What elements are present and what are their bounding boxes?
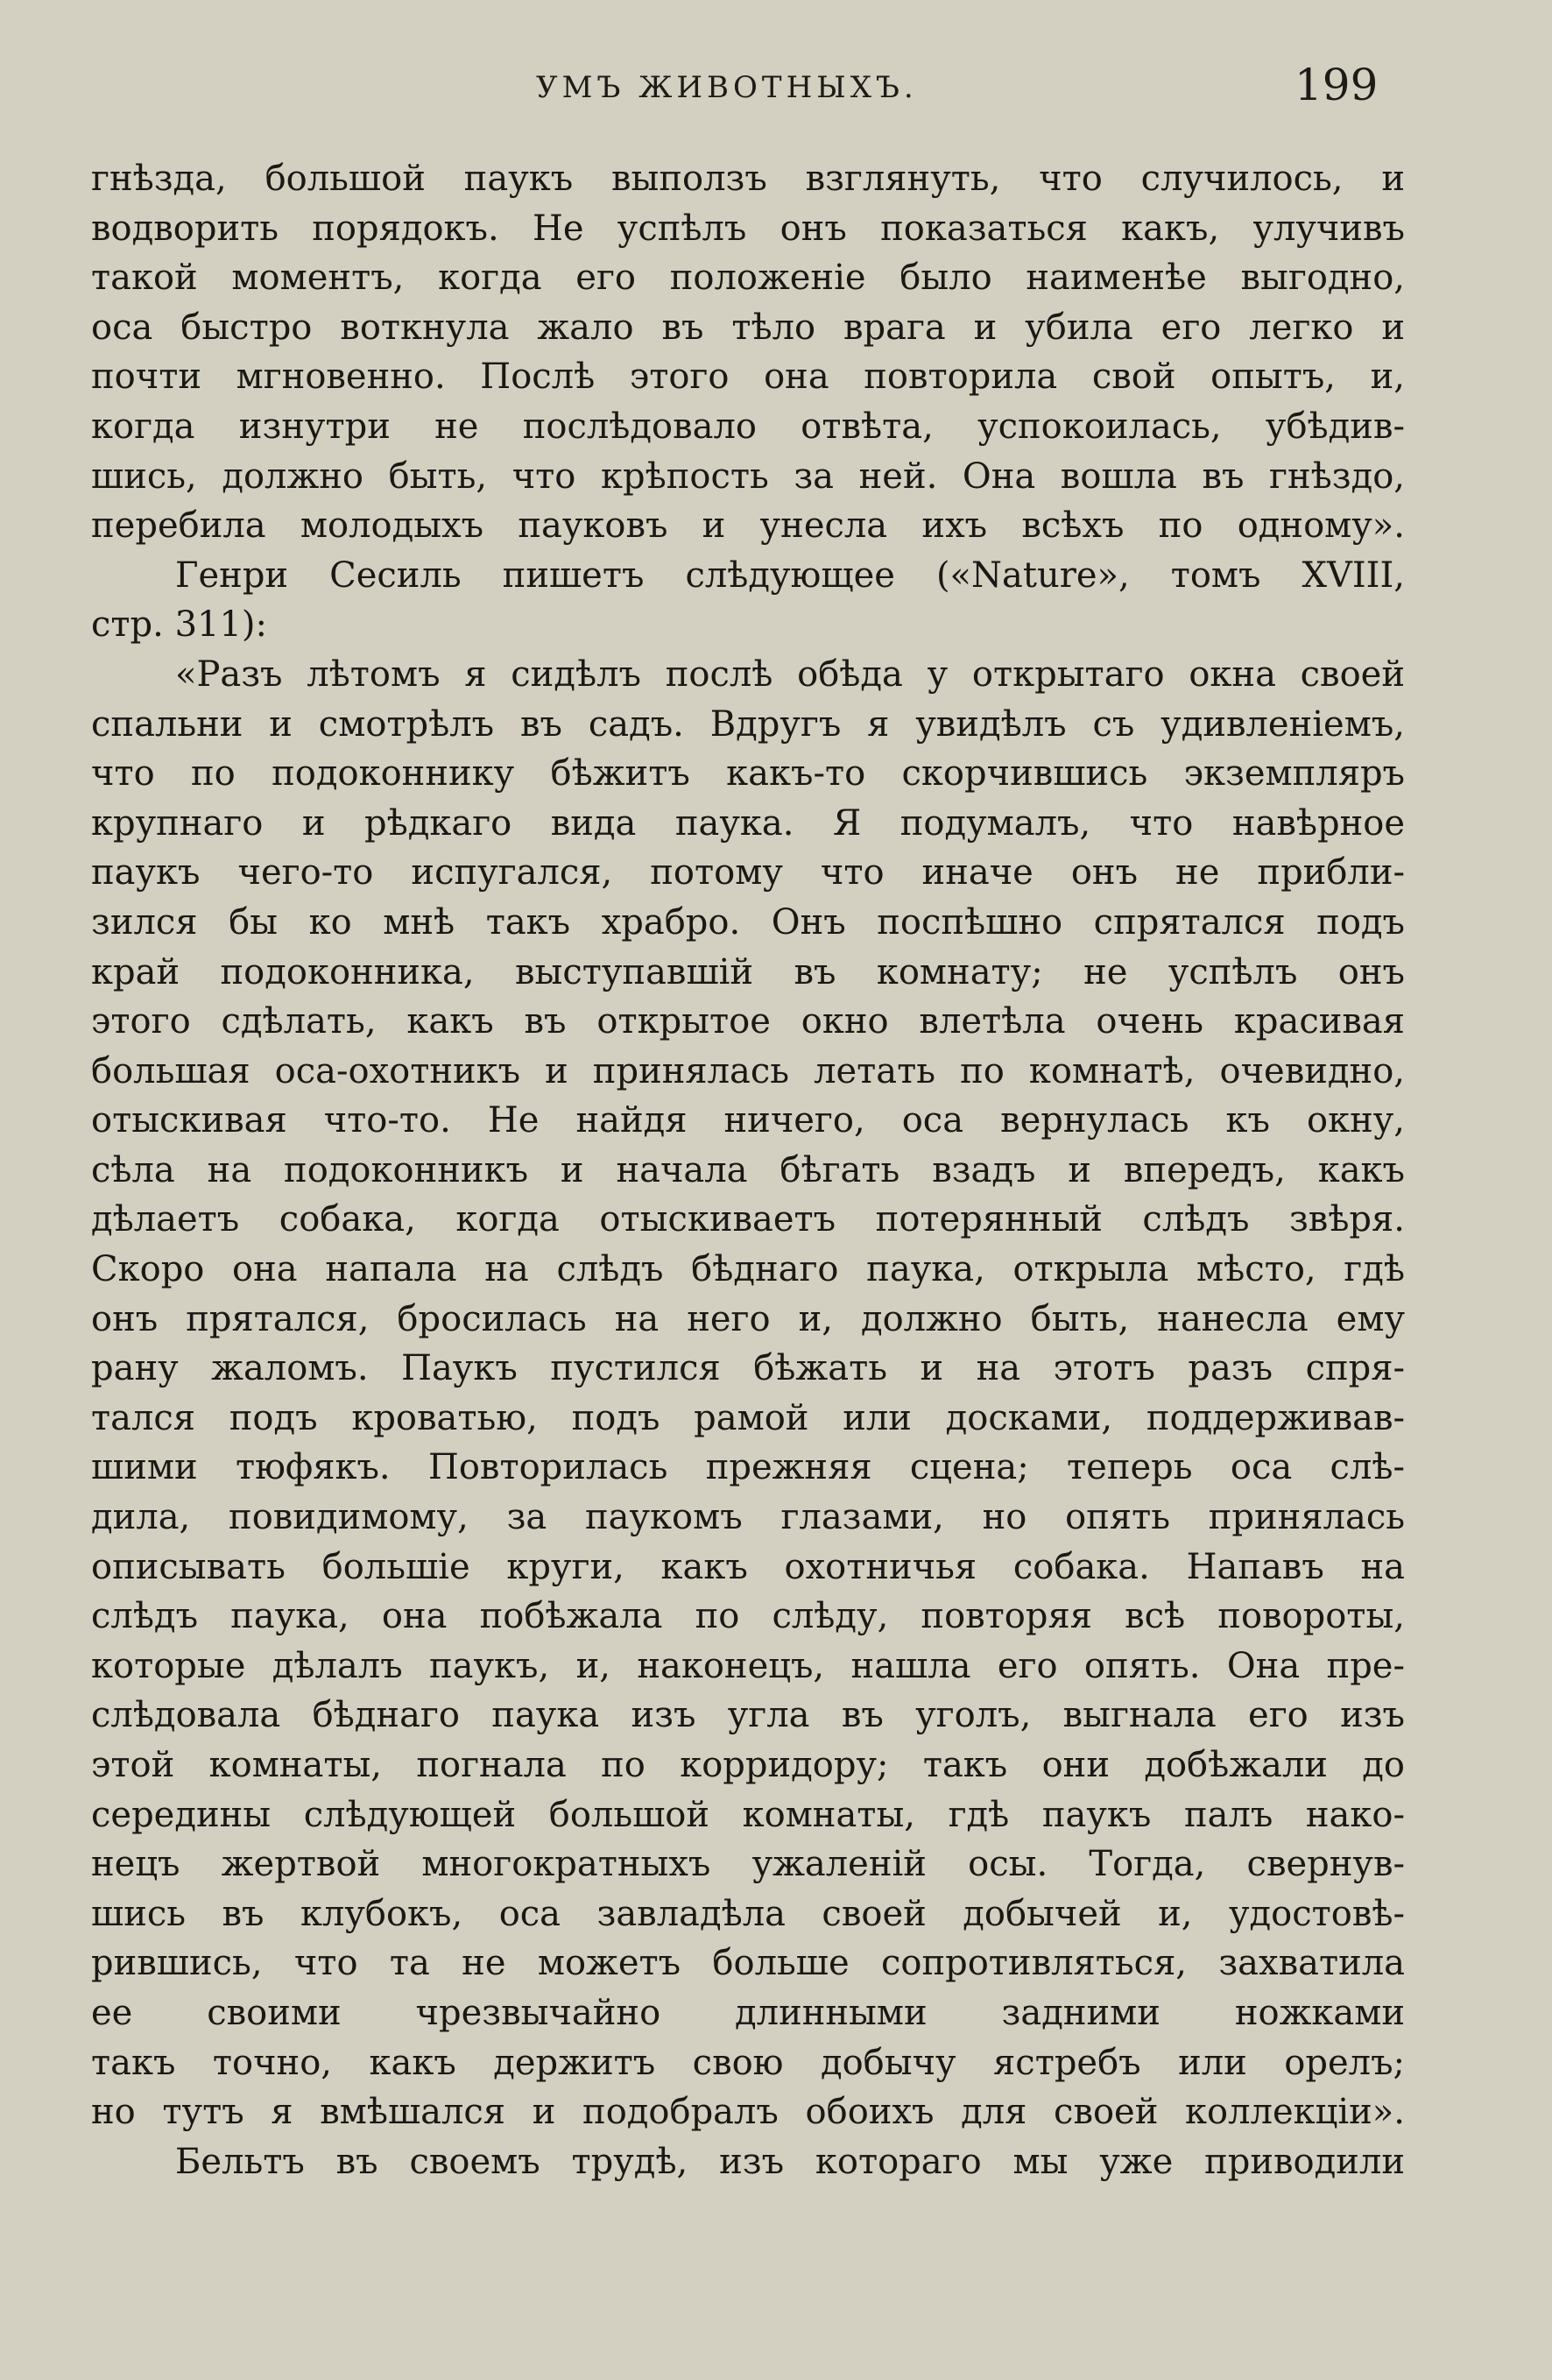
text-line: крупнаго и рѣдкаго вида паука. Я подумалъ, что навѣрное: [91, 802, 1405, 844]
text-line: гнѣзда, большой паукъ выползъ взглянуть, что случилось, и: [91, 159, 1405, 199]
text-line: почти мгновенно. Послѣ этого она повторила свой опытъ, и,: [91, 357, 1405, 398]
text-line: такъ точно, какъ держитъ свою добычу ястребъ или орелъ;: [91, 2042, 1405, 2083]
text-line: стр. 311):: [91, 604, 267, 646]
text-line: водворить порядокъ. Не успѣлъ онъ показаться какъ, улучивъ: [91, 208, 1405, 249]
text-line: паукъ чего-то испугался, потому что иначе онъ не прибли-: [91, 852, 1405, 893]
text-line: шись въ клубокъ, оса завладѣла своей добычей и, удостовѣ-: [91, 1893, 1405, 1934]
text-line: зился бы ко мнѣ такъ храбро. Онъ поспѣшно спрятался подъ: [91, 901, 1405, 943]
text-line: перебила молодыхъ пауковъ и унесла ихъ всѣхъ по одному».: [91, 505, 1405, 547]
page-header: [0, 60, 1552, 124]
page-number: 199: [1295, 60, 1379, 110]
running-head: УМЪ ЖИВОТНЫХЪ.: [536, 70, 918, 105]
text-line: нецъ жертвой многократныхъ ужаленій осы. Тогда, свернув-: [91, 1844, 1405, 1885]
body-text: [91, 154, 1405, 2186]
text-line: рану жаломъ. Паукъ пустился бѣжать и на этотъ разъ спря-: [91, 1348, 1405, 1389]
text-line: ее своими чрезвычайно длинными задними ножками: [91, 1992, 1405, 2033]
text-line: описывать большіе круги, какъ охотничья собака. Напавъ на: [91, 1546, 1405, 1587]
text-line: которые дѣлалъ паукъ, и, наконецъ, нашла его опять. Она пре-: [91, 1645, 1405, 1686]
text-line: Бельтъ въ своемъ трудѣ, изъ котораго мы уже приводили: [175, 2141, 1405, 2182]
text-line: такой моментъ, когда его положеніе было наименѣе выгодно,: [91, 258, 1405, 299]
text-line: этого сдѣлать, какъ въ открытое окно влетѣла очень красивая: [91, 1001, 1405, 1042]
text-line: шись, должно быть, что крѣпость за ней. Она вошла въ гнѣздо,: [91, 456, 1405, 497]
text-line: край подоконника, выступавшій въ комнату; не успѣлъ онъ: [91, 951, 1405, 992]
text-line: большая оса-охотникъ и принялась летать по комнатѣ, очевидно,: [91, 1050, 1405, 1091]
text-line: отыскивая что-то. Не найдя ничего, оса вернулась къ окну,: [91, 1100, 1405, 1141]
text-line: шими тюфякъ. Повторилась прежняя сцена; теперь оса слѣ-: [91, 1447, 1405, 1488]
text-line: дѣлаетъ собака, когда отыскиваетъ потерянный слѣдъ звѣря.: [91, 1199, 1405, 1240]
text-line: середины слѣдующей большой комнаты, гдѣ паукъ палъ нако-: [91, 1794, 1405, 1835]
text-line: «Разъ лѣтомъ я сидѣлъ послѣ обѣда у открытаго окна своей: [175, 653, 1405, 695]
text-line: что по подоконнику бѣжитъ какъ-то скорчившись экземпляръ: [91, 753, 1405, 795]
text-line: слѣдовала бѣднаго паука изъ угла въ уголъ, выгнала его изъ: [91, 1695, 1405, 1736]
text-line: этой комнаты, погнала по корридору; такъ они добѣжали до: [91, 1745, 1405, 1785]
text-line: слѣдъ паука, она побѣжала по слѣду, повторяя всѣ повороты,: [91, 1596, 1405, 1637]
text-line: дила, повидимому, за паукомъ глазами, но опять принялась: [91, 1497, 1405, 1538]
text-line: когда изнутри не послѣдовало отвѣта, успокоилась, убѣдив-: [91, 406, 1405, 447]
text-line: тался подъ кроватью, подъ рамой или досками, поддерживав-: [91, 1397, 1405, 1438]
text-line: но тутъ я вмѣшался и подобралъ обоихъ для своей коллекціи».: [91, 2092, 1405, 2133]
text-line: Генри Сесиль пишетъ слѣдующее («Nature», томъ XVIII,: [175, 554, 1405, 596]
text-line: сѣла на подоконникъ и начала бѣгать взадъ и впередъ, какъ: [91, 1149, 1405, 1190]
text-line: спальни и смотрѣлъ въ садъ. Вдругъ я увидѣлъ съ удивленіемъ,: [91, 703, 1405, 745]
text-line: онъ прятался, бросилась на него и, должно быть, нанесла ему: [91, 1298, 1405, 1339]
text-line: Скоро она напала на слѣдъ бѣднаго паука, открыла мѣсто, гдѣ: [91, 1249, 1405, 1290]
text-line: оса быстро воткнула жало въ тѣло врага и убила его легко и: [91, 307, 1405, 348]
text-line: рившись, что та не можетъ больше сопротивляться, захватила: [91, 1943, 1405, 1984]
